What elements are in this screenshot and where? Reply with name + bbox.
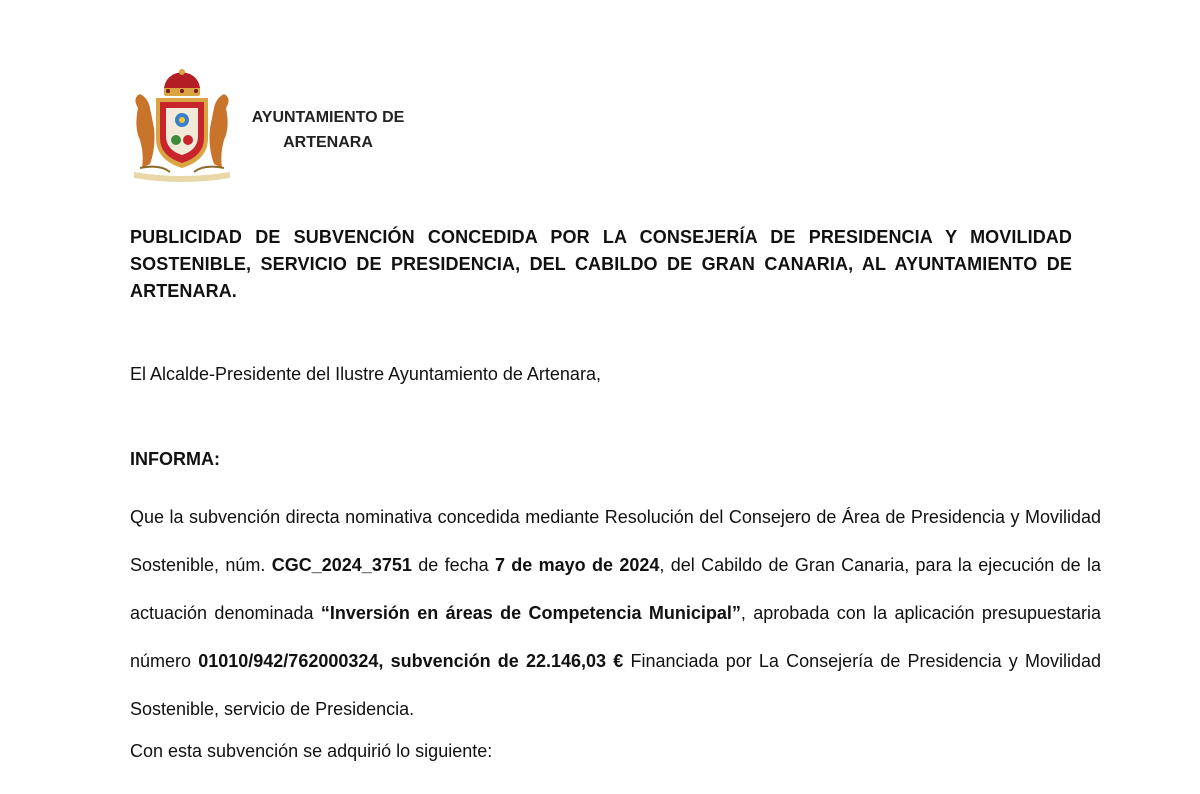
coat-of-arms-icon <box>130 68 234 182</box>
body-text-4: , aprobada con la aplicación presupuestaria número <box>130 603 1101 671</box>
crown-icon <box>164 69 200 96</box>
action-name: “Inversión en áreas de Competencia Municipal” <box>320 603 741 623</box>
body-text-2: de fecha <box>411 555 495 575</box>
right-lion-icon <box>210 94 229 168</box>
budget-code: 01010/942/762000324, subvención de 22.146,03 € <box>198 651 624 671</box>
body-text-3: , del Cabildo de Gran Canaria, para la ejecución de la actuación denominada <box>130 555 1102 623</box>
informa-heading: INFORMA: <box>130 449 220 469</box>
ribbon-icon <box>134 172 230 182</box>
org-name-line1: AYUNTAMIENTO DE <box>251 109 405 126</box>
left-lion-icon <box>135 94 154 168</box>
body-text-5: Financiada por La Consejería de Presidencia y Movilidad Sostenible, servicio de Presidencia. <box>130 651 1101 719</box>
closing-line: Con esta subvención se adquirió lo siguiente: <box>130 741 493 761</box>
body-text-1: Que la subvención directa nominativa concedida mediante Resolución del Consejero de Área de Presidencia y Movilidad Sostenible, núm. <box>130 507 1101 575</box>
document-title: PUBLICIDAD DE SUBVENCIÓN CONCEDIDA POR LA CONSEJERÍA DE PRESIDENCIA Y MOVILIDAD SOSTENIBLE, SERVICIO DE PRESIDENCIA, DEL CABILDO DE GRAN CANARIA, AL AYUNTAMIENTO DE ARTENARA. <box>130 227 1072 301</box>
body-paragraph <box>130 493 1101 733</box>
letterhead <box>130 68 430 186</box>
resolution-date: 7 de mayo de 2024 <box>494 555 660 575</box>
greeting: El Alcalde-Presidente del Ilustre Ayuntamiento de Artenara, <box>130 364 601 384</box>
resolution-number: CGC_2024_3751 <box>271 555 412 575</box>
org-name-line2: ARTENARA <box>283 134 373 151</box>
organization-name <box>238 105 418 155</box>
